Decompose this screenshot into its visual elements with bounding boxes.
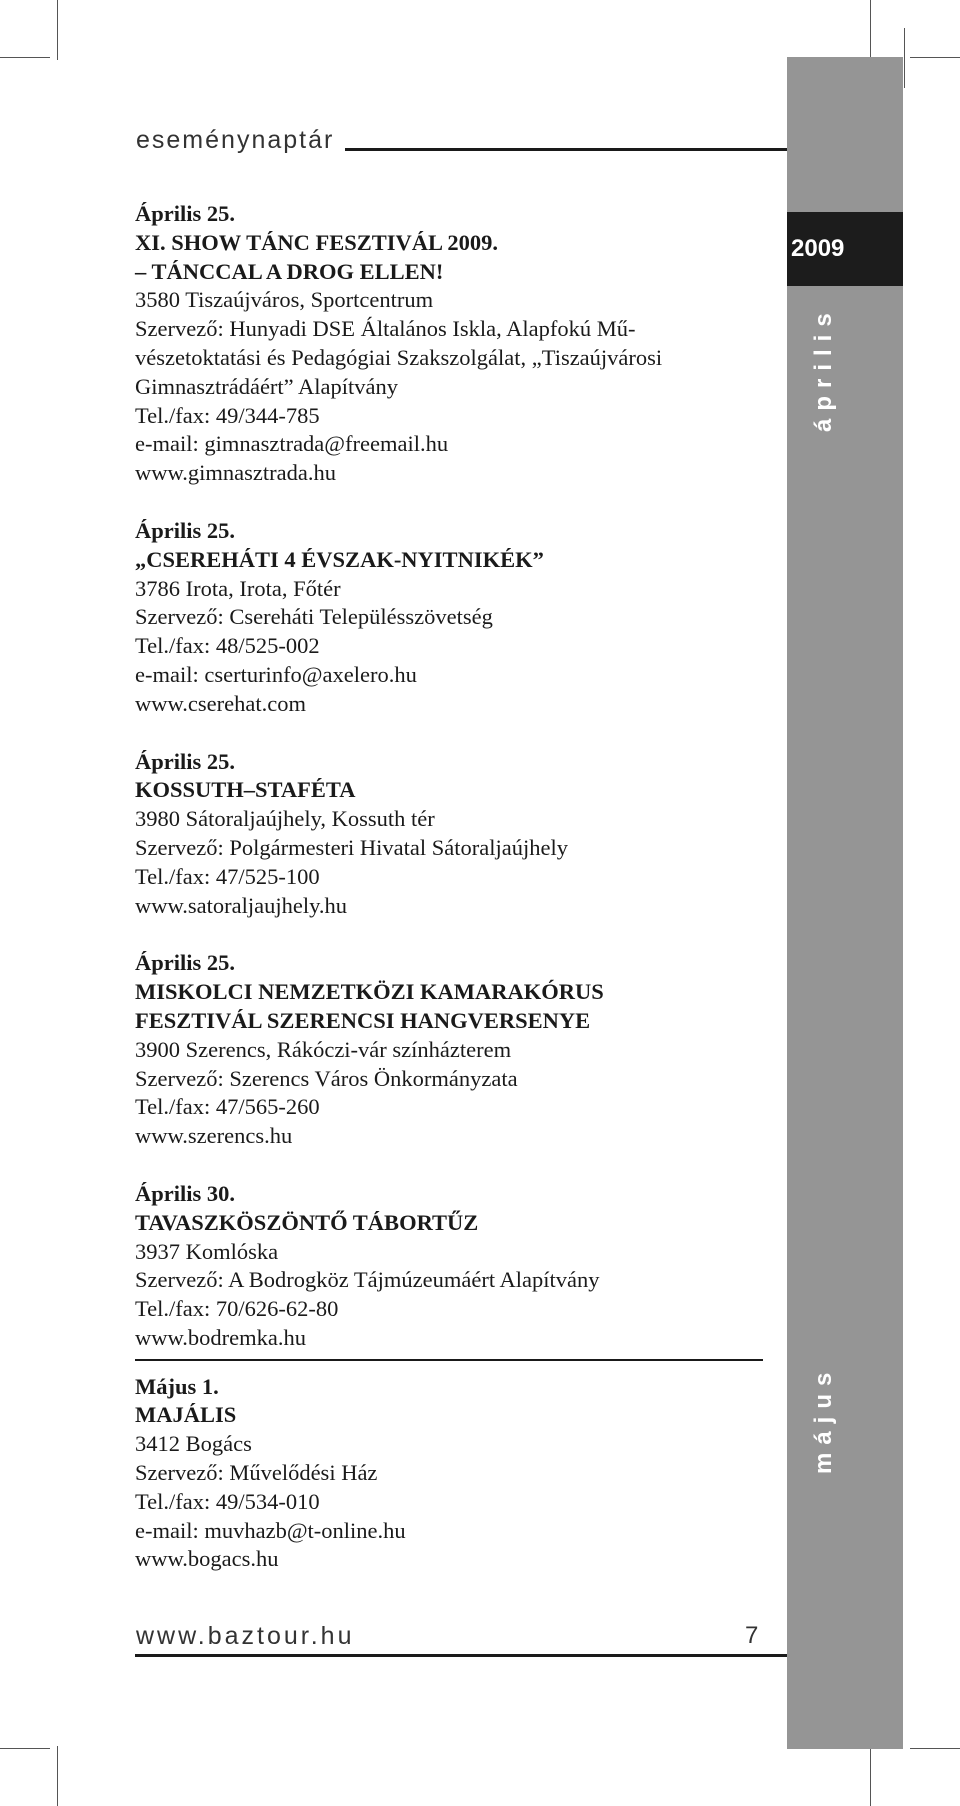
event-entry bbox=[135, 517, 765, 719]
event-organizer: Szervező: Hunyadi DSE Általános Iskla, Alapfokú Mű- bbox=[135, 316, 636, 342]
event-address: 3786 Irota, Irota, Főtér bbox=[135, 575, 341, 601]
event-address: 3980 Sátoraljaújhely, Kossuth tér bbox=[135, 806, 435, 832]
crop-mark bbox=[910, 1748, 960, 1749]
event-organizer: Szervező: Szerencs Város Önkormányzata bbox=[135, 1065, 518, 1091]
event-date: Április 25. bbox=[135, 517, 236, 543]
crop-mark bbox=[0, 1748, 50, 1749]
event-website[interactable]: www.satoraljaujhely.hu bbox=[135, 892, 348, 918]
month-label-april: április bbox=[810, 305, 837, 432]
event-title: MAJÁLIS bbox=[135, 1402, 237, 1428]
event-title: MISKOLCI NEMZETKÖZI KAMARAKÓRUS bbox=[135, 979, 604, 1005]
event-organizer: Szervező: Csereháti Településszövetség bbox=[135, 604, 493, 630]
event-email[interactable]: e-mail: muvhazb@t-online.hu bbox=[135, 1517, 406, 1543]
event-organizer: Szervező: Művelődési Ház bbox=[135, 1460, 378, 1486]
month-separator bbox=[135, 1359, 763, 1361]
event-phone: Tel./fax: 49/344-785 bbox=[135, 402, 320, 428]
event-entry bbox=[135, 1180, 765, 1353]
crop-mark bbox=[910, 57, 960, 58]
crop-mark bbox=[904, 28, 905, 88]
event-website[interactable]: www.cserehat.com bbox=[135, 690, 306, 716]
event-list bbox=[135, 200, 765, 1574]
event-title: TAVASZKÖSZÖNTŐ TÁBORTŰZ bbox=[135, 1209, 479, 1235]
crop-mark bbox=[57, 0, 58, 60]
event-title: XI. SHOW TÁNC FESZTIVÁL 2009. bbox=[135, 229, 499, 255]
event-organizer: vészetoktatási és Pedagógiai Szakszolgálat, „Tiszaújvárosi bbox=[135, 344, 663, 370]
crop-mark bbox=[870, 1746, 871, 1806]
crop-mark bbox=[57, 1746, 58, 1806]
event-entry bbox=[135, 200, 765, 488]
footer-website[interactable]: www.baztour.hu bbox=[136, 1622, 355, 1650]
event-organizer: Gimnasztrádáért” Alapítvány bbox=[135, 373, 399, 399]
event-title: – TÁNCCAL A DROG ELLEN! bbox=[135, 258, 444, 284]
month-sidebar bbox=[787, 57, 903, 1749]
event-organizer: Szervező: A Bodrogköz Tájmúzeumáért Alapítvány bbox=[135, 1267, 600, 1293]
header-rule bbox=[345, 148, 787, 151]
event-organizer: Szervező: Polgármesteri Hivatal Sátoraljaújhely bbox=[135, 834, 568, 860]
year-label: 2009 bbox=[787, 212, 903, 286]
event-website[interactable]: www.szerencs.hu bbox=[135, 1123, 293, 1149]
event-website[interactable]: www.bogacs.hu bbox=[135, 1546, 279, 1572]
event-phone: Tel./fax: 47/565-260 bbox=[135, 1094, 320, 1120]
event-address: 3937 Komlóska bbox=[135, 1238, 279, 1264]
event-address: 3900 Szerencs, Rákóczi-vár színházterem bbox=[135, 1036, 512, 1062]
event-title: „CSEREHÁTI 4 ÉVSZAK-NYITNIKÉK” bbox=[135, 546, 544, 572]
event-title: FESZTIVÁL SZERENCSI HANGVERSENYE bbox=[135, 1007, 591, 1033]
event-entry bbox=[135, 748, 765, 921]
event-address: 3580 Tiszaújváros, Sportcentrum bbox=[135, 287, 434, 313]
event-date: Április 25. bbox=[135, 950, 236, 976]
event-date: Április 25. bbox=[135, 201, 236, 226]
footer-rule bbox=[135, 1654, 787, 1657]
event-phone: Tel./fax: 70/626-62-80 bbox=[135, 1296, 339, 1322]
event-date: Április 30. bbox=[135, 1180, 236, 1206]
event-phone: Tel./fax: 49/534-010 bbox=[135, 1488, 320, 1514]
event-entry bbox=[135, 1373, 765, 1575]
event-email[interactable]: e-mail: cserturinfo@axelero.hu bbox=[135, 661, 417, 687]
crop-mark bbox=[0, 57, 50, 58]
event-website[interactable]: www.gimnasztrada.hu bbox=[135, 460, 336, 486]
page-header-title: eseménynaptár bbox=[136, 126, 335, 154]
event-entry bbox=[135, 949, 765, 1151]
page-number: 7 bbox=[745, 1622, 759, 1649]
event-phone: Tel./fax: 47/525-100 bbox=[135, 863, 320, 889]
event-date: Május 1. bbox=[135, 1373, 219, 1399]
event-email[interactable]: e-mail: gimnasztrada@freemail.hu bbox=[135, 431, 449, 457]
event-phone: Tel./fax: 48/525-002 bbox=[135, 633, 320, 659]
event-website[interactable]: www.bodremka.hu bbox=[135, 1324, 307, 1350]
event-title: KOSSUTH–STAFÉTA bbox=[135, 777, 356, 803]
month-label-may: május bbox=[810, 1364, 837, 1474]
event-address: 3412 Bogács bbox=[135, 1431, 252, 1457]
crop-mark bbox=[870, 0, 871, 60]
event-date: Április 25. bbox=[135, 748, 236, 774]
